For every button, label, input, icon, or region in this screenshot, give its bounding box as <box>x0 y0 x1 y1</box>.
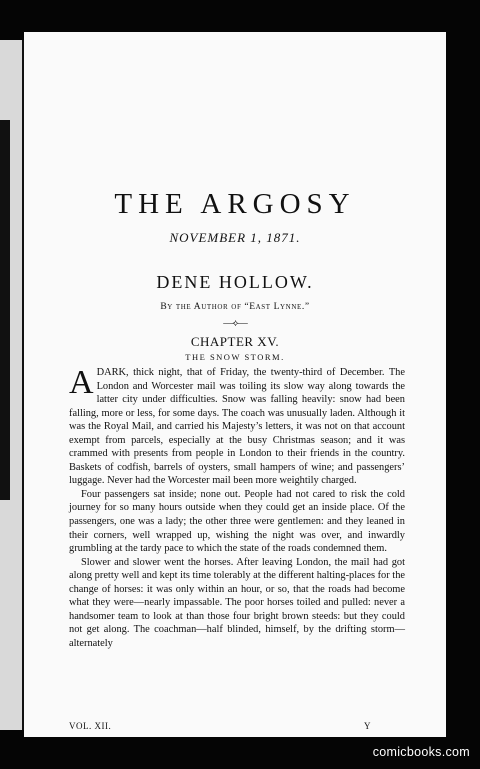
ornament-divider: —⟡— <box>223 318 247 329</box>
volume-label: VOL. XII. <box>69 721 112 731</box>
byline-text: By the Author of “East Lynne.” <box>160 302 310 312</box>
opening-word: DARK <box>96 367 127 378</box>
magazine-page <box>24 32 446 737</box>
byline <box>24 302 446 312</box>
paragraph-3: Slower and slower went the horses. After leaving London, the mail had got along pretty well and kept its time tolerably at the different halting-places for the change of horses: it was only within an hour, or so, that the roads had become what they were—nearly impassable. The poor horses toiled and pulled: never a handsomer team to look at than those four bright brown steeds: but they could not get along. The coachman—half blinded, himself, by the drifting storm—alternately <box>69 556 405 649</box>
masthead-title: THE ARGOSY <box>114 188 356 220</box>
story-title: DENE HOLLOW. <box>156 272 314 292</box>
drop-cap: A <box>69 364 94 401</box>
binding-shadow <box>0 120 10 500</box>
paragraph-1-text: , thick night, that of Friday, the twenty-third of December. The London and Worcester mail was toiling its slow way along towards the latter city under difficulties. Snow was falling heavily: snow had been falling, more or less, for some days. The coach was unusually laden. Although it was the Royal Mail, and carried his Majesty’s letters, it was not on that account exempt from parcels, especially at the busy Christmas season; and it was crammed with presents from people in London to their friends in the country. Baskets of codfish, barrels of oysters, small hampers of wine; and passengers’ luggage. Never had the Worcester mail been more weightily charged. <box>69 367 405 487</box>
article-body <box>69 366 405 650</box>
watermark: comicbooks.com <box>372 745 470 759</box>
issue-date: NOVEMBER 1, 1871. <box>169 230 301 245</box>
chapter-heading: CHAPTER XV. <box>190 334 280 349</box>
signature-mark: Y <box>364 721 371 731</box>
adjacent-page-edge <box>0 40 24 730</box>
paragraph-1 <box>69 366 405 488</box>
paragraph-2: Four passengers sat inside; none out. People had not cared to risk the cold journey for so many hours outside when they could get an inside place. Of the passengers, one was a lady; the other three were gentlemen: and they leaned in their corners, well wrapped up, wishing the night was over, and inwardly grumbling at the tardy pace to which the state of the roads condemned them. <box>69 488 405 555</box>
chapter-title: THE SNOW STORM. <box>185 352 285 362</box>
